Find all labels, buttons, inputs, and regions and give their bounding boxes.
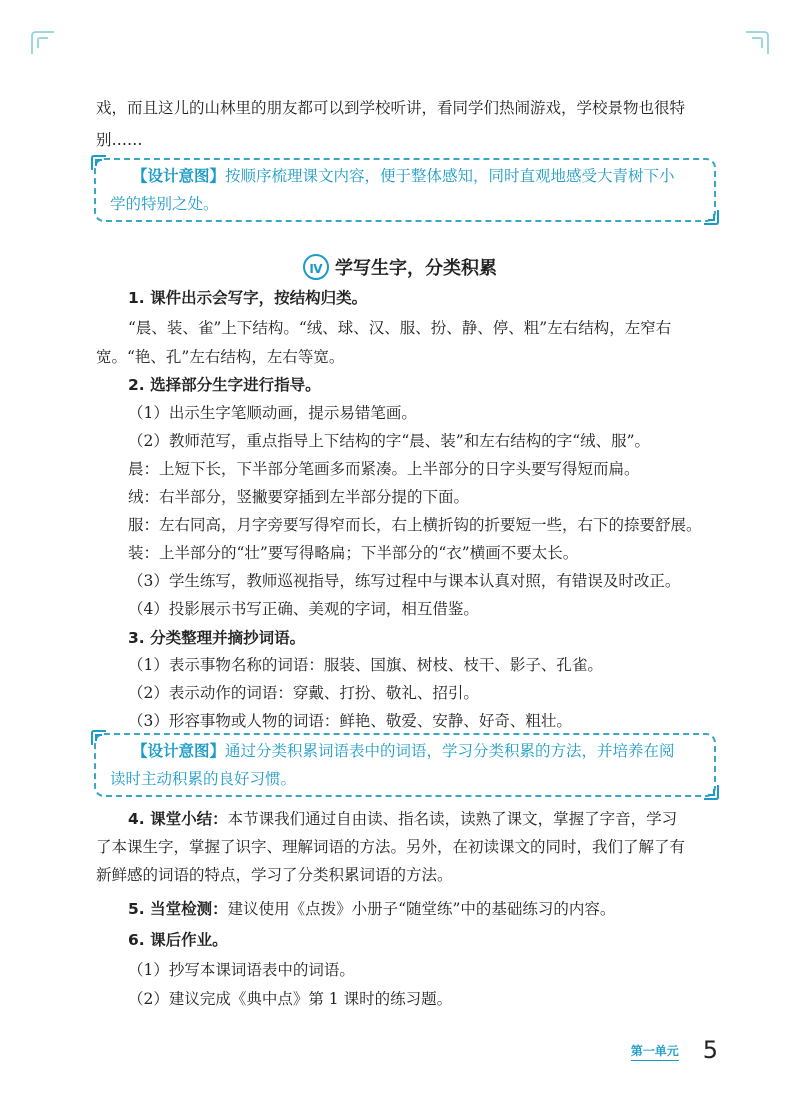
page-number: 5 [702,1036,718,1064]
step-3-heading: 3. 分类整理并摘抄词语。 [128,629,306,647]
step-2-heading: 2. 选择部分生字进行指导。 [128,376,321,394]
step-5-line [128,895,720,923]
step-2-item: （3）学生练写，教师巡视指导，练写过程中与课本认真对照，有错误及时改正。 [128,572,681,590]
design-note-text: 按顺序梳理课文内容，便于整体感知，同时直观地感受大青树下小 [225,167,675,185]
step-2-item: 绒：右半部分，竖撇要穿插到左半部分提的下面。 [128,488,470,506]
design-note-label: 【设计意图】 [132,742,226,760]
step-4-heading: 4. 课堂小结： [128,810,228,828]
step-6-heading: 6. 课后作业。 [128,931,228,949]
step-2-item: 服：左右同高，月字旁要写得窄而长，右上横折钩的折要短一些，右下的捺要舒展。 [128,516,702,534]
design-note-text: 读时主动积累的良好习惯。 [110,770,297,788]
step-5-text: 建议使用《点拨》小册子“随堂练”中的基础练习的内容。 [227,900,616,918]
intro-line-1: 戏，而且这儿的山林里的朋友都可以到学校听讲，看同学们热闹游戏，学校景物也很特 [96,99,686,117]
box-ornament-icon [702,208,720,226]
corner-ornament-icon [30,30,56,56]
section-number-badge: Ⅳ [303,254,329,280]
step-3-item: （2）表示动作的词语：穿戴、打扮、敬礼、招引。 [128,684,479,702]
box-ornament-icon [90,729,108,747]
design-note-box [94,733,716,797]
section-title: 学写生字，分类积累 [335,258,497,279]
intro-line-2: 别…… [96,131,143,149]
design-note-text: 学的特别之处。 [110,195,219,213]
step-2-item: （1）出示生字笔顺动画，提示易错笔画。 [128,404,417,422]
unit-label: 第一单元 [631,1044,679,1061]
step-6-item: （2）建议完成《典中点》第 1 课时的练习题。 [128,990,453,1008]
step-1-line-1: “晨、装、雀”上下结构。“绒、球、汉、服、扮、静、停、粗”左右结构，左窄右 [128,319,672,337]
design-note-label: 【设计意图】 [132,167,226,185]
step-2-item: （4）投影展示书写正确、美观的字词，相互借鉴。 [128,600,479,618]
step-2-item: （2）教师范写，重点指导上下结构的字“晨、装”和左右结构的字“绒、服”。 [128,432,651,450]
step-5-heading: 5. 当堂检测： [128,900,228,918]
design-note-text: 通过分类积累词语表中的词语，学习分类积累的方法，并培养在阅 [225,742,675,760]
step-1-heading: 1. 课件出示会写字，按结构归类。 [128,289,368,307]
step-4-text: 本节课我们通过自由读、指名读，读熟了课文，掌握了字音，学习 [227,810,678,828]
step-2-item: 装：上半部分的“壮”要写得略扁；下半部分的“衣”横画不要太长。 [128,544,579,562]
box-ornament-icon [90,154,108,172]
box-ornament-icon [702,783,720,801]
section-heading [0,254,800,280]
step-4-line-3: 新鲜感的词语的特点，学习了分类积累词语的方法。 [96,866,453,884]
step-4-line-1 [128,805,720,833]
step-3-item: （3）形容事物或人物的词语：鲜艳、敬爱、安静、好奇、粗壮。 [128,712,572,730]
step-6-item: （1）抄写本课词语表中的词语。 [128,961,355,979]
step-3-item: （1）表示事物名称的词语：服装、国旗、树枝、枝干、影子、孔雀。 [128,656,603,674]
step-4-line-2: 了本课生字，掌握了识字、理解词语的方法。另外，在初读课文的同时，我们了解了有 [96,838,686,856]
page-footer [631,1036,718,1064]
design-note-box [94,158,716,222]
corner-ornament-icon [744,30,770,56]
step-2-item: 晨：上短下长，下半部分笔画多而紧凑。上半部分的日字头要写得短而扁。 [128,460,640,478]
step-1-line-2: 宽。“艳、孔”左右结构，左右等宽。 [96,348,345,366]
